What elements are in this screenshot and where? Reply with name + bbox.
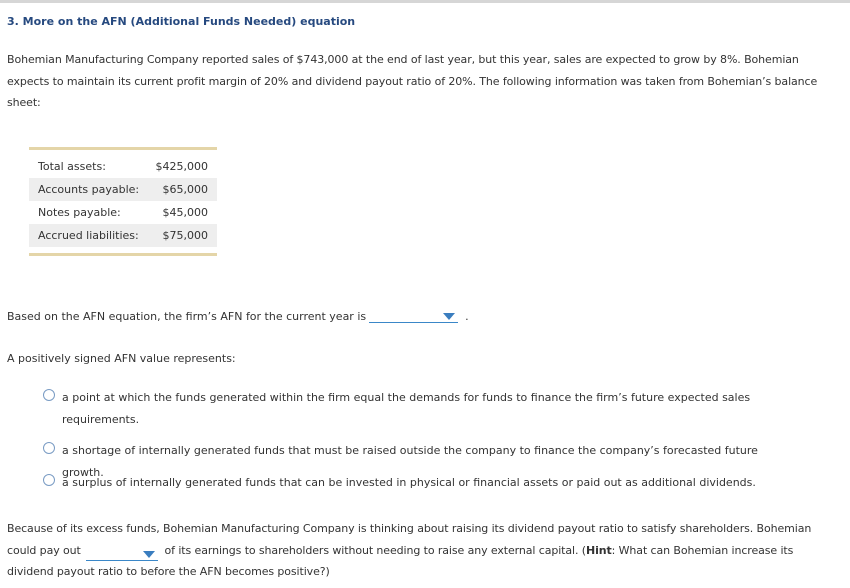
table-top-rule bbox=[29, 147, 217, 150]
question-title: 3. More on the AFN (Additional Funds Needed) equation bbox=[7, 15, 356, 28]
radio-button[interactable] bbox=[43, 389, 55, 401]
row-label: Accounts payable: bbox=[29, 178, 151, 201]
hint-text: : What can Bohemian increase its dividend payout ratio to before the AFN becomes positive?) bbox=[7, 543, 794, 578]
payout-dropdown[interactable] bbox=[86, 547, 158, 561]
radio-option-label: a surplus of internally generated funds that can be invested in physical or financial assets or paid out as additional dividends. bbox=[62, 476, 756, 489]
radio-option-label: a point at which the funds generated within the firm equal the demands for funds to finance the firm’s future expected sales requirements. bbox=[62, 391, 751, 426]
row-label: Accrued liabilities: bbox=[29, 224, 151, 247]
row-label: Total assets: bbox=[38, 160, 106, 173]
afn-question bbox=[7, 309, 469, 323]
top-border bbox=[0, 0, 850, 3]
afn-question-suffix: . bbox=[465, 310, 469, 323]
radio-option-surplus[interactable] bbox=[43, 472, 803, 494]
radio-button[interactable] bbox=[43, 474, 55, 486]
afn-question-text: Based on the AFN equation, the firm’s AFN for the current year is bbox=[7, 310, 367, 323]
table-row bbox=[29, 178, 217, 201]
afn-dropdown[interactable] bbox=[369, 309, 458, 323]
radio-button[interactable] bbox=[43, 442, 55, 454]
radio-option-label: a shortage of internally generated funds that must be raised outside the company to finance the company’s forecasted future growth. bbox=[62, 444, 758, 479]
table-bottom-rule bbox=[29, 253, 217, 256]
balance-sheet-table bbox=[29, 147, 217, 256]
radio-option-equilibrium[interactable] bbox=[43, 387, 803, 430]
row-value: $425,000 bbox=[155, 160, 208, 173]
question-intro: Bohemian Manufacturing Company reported sales of $743,000 at the end of last year, but this year, sales are expected to grow by 8%. Bohemian expects to maintain its current profit margin of 20% and dividend payout ratio of 20%. The following information was taken from Bohemian’s balance sheet: bbox=[7, 53, 818, 109]
chevron-down-icon bbox=[143, 551, 155, 558]
table-row bbox=[29, 224, 217, 247]
row-value: $65,000 bbox=[151, 178, 217, 201]
row-label: Notes payable: bbox=[38, 206, 121, 219]
positive-afn-prompt: A positively signed AFN value represents: bbox=[7, 352, 236, 365]
row-value: $75,000 bbox=[151, 224, 217, 247]
closing-paragraph bbox=[7, 518, 833, 583]
table-row bbox=[29, 155, 217, 178]
closing-text: Because of its excess funds, Bohemian Manufacturing Company is thinking about raising its dividend payout ratio to satisfy shareholders. Bohemian could pay out bbox=[7, 522, 812, 557]
chevron-down-icon bbox=[443, 313, 455, 320]
hint-label: Hint bbox=[585, 543, 612, 557]
closing-text-2: of its earnings to shareholders without needing to raise any external capital. ( bbox=[164, 543, 586, 557]
row-value: $45,000 bbox=[162, 206, 208, 219]
table-row bbox=[29, 201, 217, 224]
